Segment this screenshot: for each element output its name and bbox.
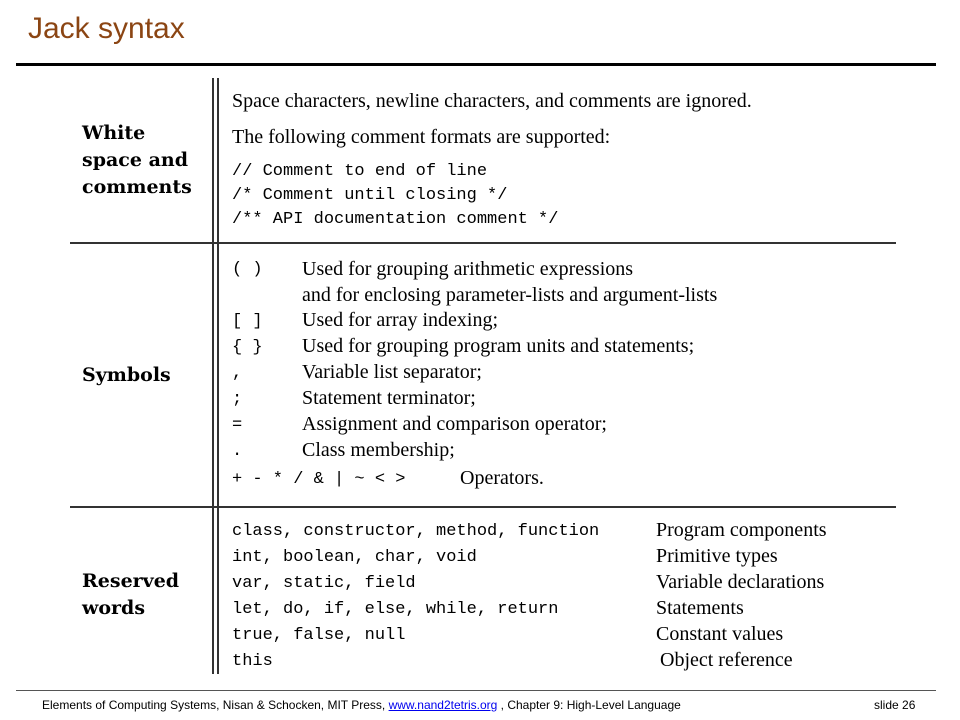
- slide-title: Jack syntax: [28, 12, 185, 45]
- footer-divider: [16, 690, 936, 691]
- symbol-dot: .: [232, 442, 243, 461]
- row-divider-2: [70, 506, 896, 508]
- symbol-braces-desc: Used for grouping program units and statements;: [302, 335, 695, 357]
- footer-prefix: Elements of Computing Systems, Nisan & Schocken, MIT Press,: [42, 698, 386, 712]
- reserved-words-3: var, static, field: [232, 574, 416, 593]
- reserved-desc-6: Object reference: [660, 649, 793, 671]
- reserved-desc-5: Constant values: [656, 623, 784, 645]
- symbol-semicolon-desc: Statement terminator;: [302, 387, 476, 409]
- footer-link[interactable]: www.nand2tetris.org: [388, 698, 498, 712]
- symbol-equals: =: [232, 416, 243, 435]
- symbol-comma: ,: [232, 364, 243, 383]
- symbol-semicolon: ;: [232, 390, 243, 409]
- column-divider-right: [217, 78, 219, 674]
- section-label-symbols: Symbols: [82, 364, 171, 386]
- comment-format-1: // Comment to end of line: [232, 162, 488, 181]
- row-divider-1: [70, 242, 896, 244]
- reserved-words-4: let, do, if, else, while, return: [232, 600, 559, 619]
- footer-citation: [42, 698, 681, 712]
- symbol-dot-desc: Class membership;: [302, 439, 455, 461]
- reserved-desc-2: Primitive types: [656, 545, 778, 567]
- symbol-braces: { }: [232, 338, 263, 357]
- reserved-desc-3: Variable declarations: [656, 571, 825, 593]
- reserved-words-5: true, false, null: [232, 626, 406, 645]
- reserved-words-6: this: [232, 652, 273, 671]
- syntax-table: [70, 78, 896, 674]
- column-divider-left: [212, 78, 214, 674]
- symbol-operators-desc: Operators.: [460, 467, 544, 489]
- reserved-words-2: int, boolean, char, void: [232, 548, 477, 567]
- symbol-equals-desc: Assignment and comparison operator;: [302, 413, 607, 435]
- comment-format-2: /* Comment until closing */: [232, 186, 508, 205]
- section-label-reserved: Reserved words: [82, 570, 180, 619]
- slide-number: slide 26: [874, 698, 916, 712]
- footer-suffix: , Chapter 9: High-Level Language: [500, 698, 681, 712]
- symbol-parens-desc: Used for grouping arithmetic expressions: [302, 258, 634, 280]
- section-label-whitespace: White space and comments: [82, 122, 192, 198]
- reserved-desc-4: Statements: [656, 597, 744, 619]
- whitespace-line-1: Space characters, newline characters, and comments are ignored.: [232, 90, 752, 112]
- reserved-desc-1: Program components: [656, 519, 827, 541]
- symbol-brackets: [ ]: [232, 312, 263, 331]
- symbol-parens: ( ): [232, 260, 263, 279]
- reserved-words-1: class, constructor, method, function: [232, 522, 600, 541]
- symbol-comma-desc: Variable list separator;: [302, 361, 482, 383]
- symbol-operators: + - * / & | ~ < >: [232, 470, 406, 489]
- comment-format-3: /** API documentation comment */: [232, 210, 559, 229]
- symbol-parens-desc-cont: and for enclosing parameter-lists and argument-lists: [302, 284, 718, 306]
- title-divider: [16, 63, 936, 66]
- whitespace-line-2: The following comment formats are supported:: [232, 126, 611, 148]
- symbol-brackets-desc: Used for array indexing;: [302, 309, 499, 331]
